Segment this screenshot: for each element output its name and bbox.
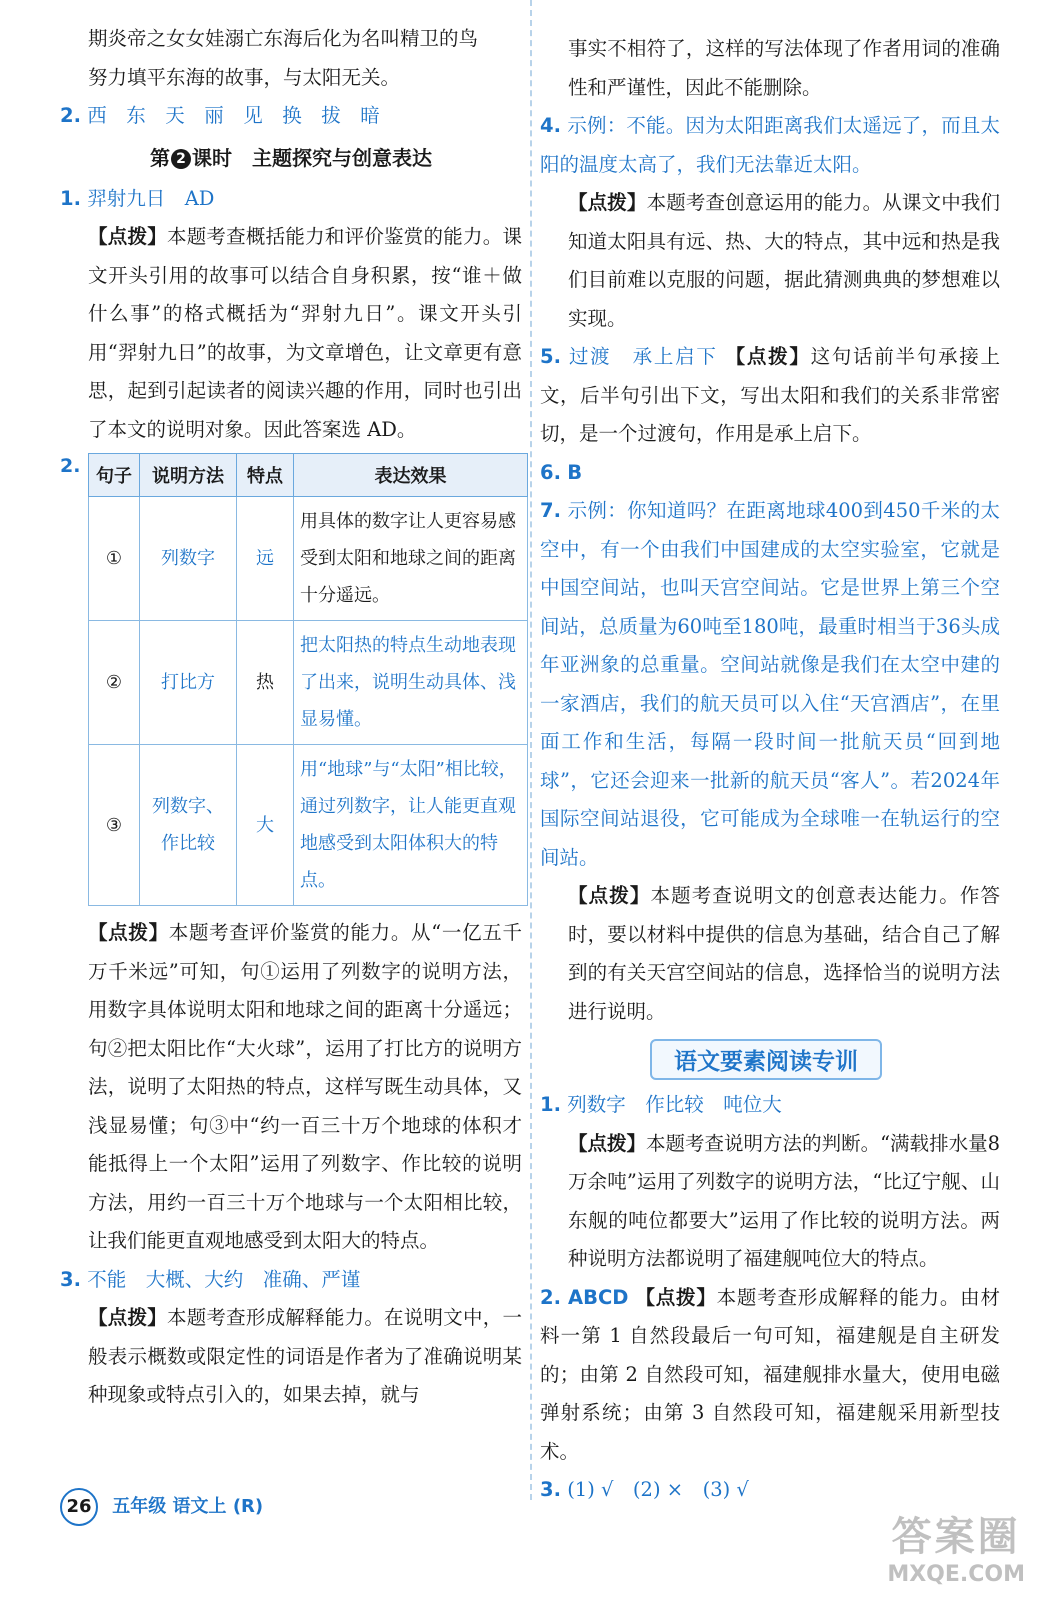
q2-tip-label: 【点拨】	[88, 921, 169, 944]
q6-answer	[540, 454, 1000, 493]
r1-answer	[540, 1086, 1000, 1125]
section-title: 第 2 课时 主题探究与创意表达	[150, 145, 432, 170]
q3-answer	[60, 1261, 522, 1300]
intro-line-2: 努力填平东海的故事，与太阳无关。	[88, 65, 401, 89]
header-sentence: 句子	[89, 454, 140, 497]
r2-answer-text: ABCD	[567, 1285, 629, 1309]
r2-answer	[540, 1279, 1000, 1472]
q3-number: 3.	[60, 1267, 81, 1291]
header-method: 说明方法	[140, 454, 237, 497]
watermark	[887, 1505, 1025, 1587]
q2-tip-text: 本题考查评价鉴赏的能力。从“一亿五千万千米远”可知，句①运用了列数字的说明方法，用数字具体说明太阳和地球之间的距离十分遥远；句②把太阳比作“大火球”，运用了打比方的说明方法，说明了太阳热的特点，这样写既生动具体，又浅显易懂；句③中“约一百三十万个地球的体积才能抵得上一个太阳”运用了列数字、作比较的说明方法，用约一百三十万个地球与一个太阳相比较，让我们能更直观地感受到太阳大的特点。	[88, 921, 522, 1252]
right-column	[540, 30, 1000, 1510]
q5-answer	[540, 338, 1000, 454]
table-header-row	[89, 454, 528, 497]
q3-explanation	[60, 1299, 522, 1415]
table-row: ② 打比方 热 把太阳热的特点生动地表现了出来，说明生动具体、浅显易懂。	[89, 621, 528, 745]
q6-number: 6.	[540, 460, 561, 484]
column-divider	[530, 0, 532, 1500]
q2-number: 2.	[60, 104, 81, 127]
q7-tip-text: 本题考查说明文的创意表达能力。作答时，要以材料中提供的信息为基础，结合自己了解到的有关天宫空间站的信息，选择恰当的说明方法进行说明。	[568, 884, 1000, 1023]
page-number: 26	[60, 1488, 98, 1526]
q7-answer	[540, 492, 1000, 877]
q2-answer	[60, 97, 522, 136]
q2b-number: 2.	[60, 455, 81, 477]
r1-tip-label: 【点拨】	[568, 1131, 647, 1155]
r2-tip-label: 【点拨】	[635, 1285, 717, 1309]
explanation-method-table	[88, 453, 528, 906]
q1-number: 1.	[60, 186, 81, 210]
r3-answer	[540, 1471, 1000, 1510]
table-row: ① 列数字 远 用具体的数字让人更容易感受到太阳和地球之间的距离十分遥远。	[89, 497, 528, 621]
q7-explanation	[540, 877, 1000, 1031]
header-feature: 特点	[237, 454, 294, 497]
q1-answer	[60, 180, 522, 219]
watermark-logo: 答案圈	[891, 1514, 1021, 1560]
table-row: ③ 列数字、作比较 大 用“地球”与“太阳”相比较，通过列数字，让人能更直观地感受到太阳体积大的特点。	[89, 745, 528, 906]
q5-tip-label: 【点拨】	[725, 345, 811, 368]
q7-tip-label: 【点拨】	[568, 884, 651, 907]
q1-tip-label: 【点拨】	[88, 225, 167, 248]
q1-explanation	[60, 218, 522, 449]
q1-tip-text: 本题考查概括能力和评价鉴赏的能力。课文开头引用的故事可以结合自身积累，按“谁＋做什么事”的格式概括为“羿射九日”。课文开头引用“羿射九日”的故事，为文章增色，让文章更有意思，起到引起读者的阅读兴趣的作用，同时也引出了本文的说明对象。因此答案选 AD。	[88, 225, 522, 441]
q7-number: 7.	[540, 499, 561, 522]
intro-line-1: 期炎帝之女女娃溺亡东海后化为名叫精卫的鸟	[88, 27, 479, 50]
r3-answer-text: (1) √ (2) × (3) √	[567, 1478, 749, 1501]
section-banner: 语文要素阅读专训	[650, 1039, 882, 1080]
q6-answer-text: B	[567, 460, 583, 484]
q3-answer-text: 不能 大概、大约 准确、严谨	[87, 1267, 361, 1291]
watermark-url: MXQE.COM	[887, 1562, 1025, 1587]
q4-tip-text: 本题考查创意运用的能力。从课文中我们知道太阳具有远、热、大的特点，其中远和热是我们目前难以克服的问题，据此猜测典典的梦想难以实现。	[568, 191, 1000, 330]
q4-answer-text: 示例：不能。因为太阳距离我们太遥远了，而且太阳的温度太高了，我们无法靠近太阳。	[540, 114, 1000, 176]
r3-number: 3.	[540, 1478, 561, 1501]
q5-tip-text: 这句话前半句承接上文，后半句引出下文，写出太阳和我们的关系非常密切，是一个过渡句，作用是承上启下。	[540, 345, 1000, 445]
q4-explanation	[540, 184, 1000, 338]
q5-number: 5.	[540, 345, 561, 368]
r2-number: 2.	[540, 1285, 561, 1309]
book-label: 五年级 语文上 (R)	[112, 1496, 264, 1517]
q5-answer-text: 过渡 承上启下	[568, 345, 718, 368]
r1-explanation	[540, 1125, 1000, 1279]
left-column	[60, 20, 522, 1415]
r1-tip-text: 本题考查说明方法的判断。“满载排水量8万余吨”运用了列数字的说明方法，“比辽宁舰、山东舰的吨位都要大”运用了作比较的说明方法。两种说明方法都说明了福建舰吨位大的特点。	[568, 1131, 1000, 1270]
r1-answer-text: 列数字 作比较 吨位大	[567, 1093, 782, 1116]
q7-answer-text: 示例：你知道吗？在距离地球400到450千米的太空中，有一个由我们中国建成的太空实验室，它就是中国空间站，也叫天宫空间站。它是世界上第三个空间站，总质量为60吨至180吨，最重时相当于36头成年亚洲象的总重量。空间站就像是我们在太空中建的一家酒店，我们的航天员可以入住“天宫酒店”，在里面工作和生活，每隔一段时间一批航天员“回到地球”，它还会迎来一批新的航天员“客人”。若2024年国际空间站退役，它可能成为全球唯一在轨运行的空间站。	[540, 499, 1000, 869]
r1-number: 1.	[540, 1093, 561, 1116]
q1-answer-text: 羿射九日 AD	[87, 186, 215, 210]
q2-answer-text: 西 东 天 丽 见 换 拔 暗	[87, 104, 380, 127]
lesson-number-badge: 2	[171, 149, 191, 169]
header-effect: 表达效果	[294, 454, 528, 497]
r2-tip-text: 本题考查形成解释的能力。由材料一第 1 自然段最后一句可知，福建舰是自主研发的；由第 2 自然段可知，福建舰排水量大，使用电磁弹射系统；由第 3 自然段可知，福建舰采用新型技术。	[540, 1285, 1000, 1463]
page-footer	[60, 1488, 263, 1526]
q2-table-block	[60, 453, 522, 906]
q4-answer	[540, 107, 1000, 184]
q3-tip-label: 【点拨】	[88, 1306, 167, 1329]
q2-explanation	[60, 914, 522, 1261]
q3-tip-text: 本题考查形成解释能力。在说明文中，一般表示概数或限定性的词语是作者为了准确说明某种现象或特点引入的，如果去掉，就与	[88, 1306, 522, 1406]
q3-continuation: 事实不相符了，这样的写法体现了作者用词的准确性和严谨性，因此不能删除。	[568, 37, 1000, 99]
q4-tip-label: 【点拨】	[568, 191, 647, 214]
q4-number: 4.	[540, 114, 561, 137]
